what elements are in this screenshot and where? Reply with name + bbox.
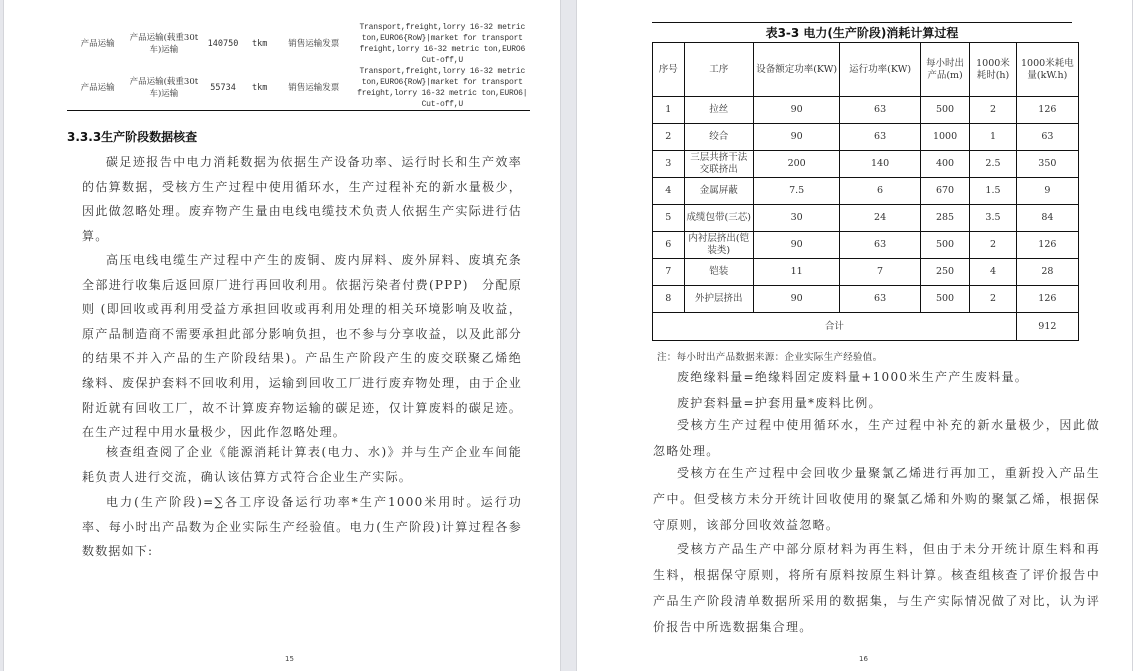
table-row — [653, 97, 1079, 124]
document-page-15 — [3, 0, 561, 671]
document-page-16 — [576, 0, 1133, 671]
cell-running-power: 24 — [840, 205, 921, 232]
table-top-rule — [652, 22, 1072, 23]
paragraph-electricity-estimate: 碳足迹报告中电力消耗数据为依据生产设备功率、运行时长和生产效率的估算数据，受核方生产过程中使用循环水，生产过程补充的新水量极少，因此做忽略处理。废弃物产生量由电线电缆技术负责人依据生产实际进行估算。 — [82, 155, 522, 243]
amount-cell: 55734 — [200, 66, 247, 111]
cell-no: 7 — [653, 259, 685, 286]
cell-rated-power: 90 — [754, 97, 840, 124]
cell-hourly-output: 500 — [920, 232, 969, 259]
cell-running-power: 63 — [840, 124, 921, 151]
cell-time: 1.5 — [970, 178, 1016, 205]
power-consumption-table — [652, 42, 1079, 341]
cell-rated-power: 200 — [754, 151, 840, 178]
cell-rated-power: 7.5 — [754, 178, 840, 205]
table-row — [653, 151, 1079, 178]
cell-kwh: 84 — [1016, 205, 1078, 232]
cell-time: 2 — [970, 97, 1016, 124]
table-row — [653, 232, 1079, 259]
cell-rated-power: 30 — [754, 205, 840, 232]
table-note: 注：每小时出产品数据来源：企业实际生产经验值。 — [657, 352, 883, 363]
table-row — [653, 124, 1079, 151]
cell-kwh: 350 — [1016, 151, 1078, 178]
paragraph-verification: 核查组查阅了企业《能源消耗计算表(电力、水)》并与生产企业车间能耗负责人进行交流，确认该估算方式符合企业生产实际。 — [82, 445, 522, 484]
cell-no: 6 — [653, 232, 685, 259]
dataset-cell: Transport,freight,lorry 16-32 metric ton,EURO6{RoW}|market for transport freight,lorry 16-32 metric ton,EURO6| Cut-off,U — [355, 66, 530, 111]
table-row — [653, 178, 1079, 205]
header-no: 序号 — [653, 43, 685, 97]
cell-running-power: 63 — [840, 97, 921, 124]
page-number: 15 — [285, 655, 294, 663]
cell-process: 绞合 — [684, 124, 754, 151]
paragraph-sheath-waste: 废护套料量=护套用量*废料比例。 — [677, 396, 882, 410]
cell-no: 5 — [653, 205, 685, 232]
header-rated-power: 设备额定功率(KW) — [754, 43, 840, 97]
item-cell: 产品运输(载重30t车)运输 — [128, 66, 199, 111]
page-number: 16 — [859, 655, 868, 663]
stage-cell: 产品运输 — [80, 39, 115, 49]
cell-time: 4 — [970, 259, 1016, 286]
cell-kwh: 126 — [1016, 286, 1078, 313]
cell-kwh: 126 — [1016, 97, 1078, 124]
cell-kwh: 9 — [1016, 178, 1078, 205]
cell-process: 金属屏蔽 — [684, 178, 754, 205]
cell-no: 2 — [653, 124, 685, 151]
cell-rated-power: 90 — [754, 124, 840, 151]
cell-hourly-output: 285 — [920, 205, 969, 232]
cell-rated-power: 90 — [754, 286, 840, 313]
table-row — [653, 259, 1079, 286]
cell-time: 3.5 — [970, 205, 1016, 232]
cell-process: 成缆包带(三芯) — [684, 205, 754, 232]
cell-running-power: 140 — [840, 151, 921, 178]
header-time-per-1000m: 1000米耗时(h) — [970, 43, 1016, 97]
unit-cell: tkm — [252, 39, 268, 49]
item-cell: 产品运输(载重30t车)运输 — [129, 33, 199, 55]
paragraph-pvc-recycling: 受核方在生产过程中会回收少量聚氯乙烯进行再加工，重新投入产品生产中。但受核方未分开统计回收使用的聚氯乙烯和外购的聚氯乙烯，根据保守原则，该部分回收效益忽略。 — [653, 466, 1100, 532]
cell-kwh: 63 — [1016, 124, 1078, 151]
header-process: 工序 — [684, 43, 754, 97]
cell-kwh: 126 — [1016, 232, 1078, 259]
cell-process: 铠装 — [684, 259, 754, 286]
cell-rated-power: 90 — [754, 232, 840, 259]
cell-process: 内衬层挤出(铠装类) — [684, 232, 754, 259]
cell-process: 拉丝 — [684, 97, 754, 124]
cell-running-power: 63 — [840, 286, 921, 313]
section-heading: 3.3.3生产阶段数据核查 — [67, 130, 198, 144]
total-label: 合计 — [653, 313, 1017, 341]
header-kwh-per-1000m: 1000米耗电量(kW.h) — [1016, 43, 1078, 97]
paragraph-waste-recycling: 高压电线电缆生产过程中产生的废铜、废内屏料、废外屏料、废填充条全部进行收集后返回原厂进行再回收利用。依据污染者付费(PPP) 分配原则 (即回收或再利用受益方承担回收或再利用处理的相关环境影响及收益，原产品制造商不需要承担此部分影响负担，也不参与分享收益，以及此部分的结果不并入产品的生产阶段结果)。产品生产阶段产生的废交联聚乙烯绝缘料、废保护套料不回收利用，运输到回收工厂进行废弃物处理，由于企业附近就有回收工厂，故不计算废弃物运输的碳足迹，仅计算废料的碳足迹。在生产过程中用水量极少，因此作忽略处理。 — [82, 253, 522, 440]
cell-running-power: 7 — [840, 259, 921, 286]
cell-time: 2 — [970, 286, 1016, 313]
cell-hourly-output: 1000 — [920, 124, 969, 151]
cell-kwh: 28 — [1016, 259, 1078, 286]
table-row — [653, 205, 1079, 232]
stage-cell: 产品运输 — [67, 66, 128, 111]
cell-time: 2.5 — [970, 151, 1016, 178]
cell-hourly-output: 670 — [920, 178, 969, 205]
cell-no: 4 — [653, 178, 685, 205]
cell-no: 3 — [653, 151, 685, 178]
unit-cell: tkm — [246, 66, 273, 111]
cell-running-power: 6 — [840, 178, 921, 205]
cell-process: 外护层挤出 — [684, 286, 754, 313]
table-caption: 表3-3 电力(生产阶段)消耗计算过程 — [765, 26, 959, 40]
cell-no: 8 — [653, 286, 685, 313]
paragraph-recycled-material: 受核方产品生产中部分原材料为再生料，但由于未分开统计原生料和再生料，根据保守原则，将所有原料按原生料计算。核查组核查了评价报告中产品生产阶段清单数据所采用的数据集，与生产实际情况做了对比，认为评价报告中所选数据集合理。 — [653, 542, 1100, 634]
total-value: 912 — [1016, 313, 1078, 341]
source-cell: 销售运输发票 — [273, 66, 355, 111]
cell-no: 1 — [653, 97, 685, 124]
paragraph-water: 受核方生产过程中使用循环水，生产过程中补充的新水量极少，因此做忽略处理。 — [653, 418, 1100, 458]
cell-hourly-output: 400 — [920, 151, 969, 178]
source-cell: 销售运输发票 — [288, 39, 340, 49]
table-row — [67, 22, 530, 66]
table-total-row — [653, 313, 1079, 341]
cell-rated-power: 11 — [754, 259, 840, 286]
cell-hourly-output: 500 — [920, 286, 969, 313]
table-header-row — [653, 43, 1079, 97]
dataset-cell: Transport,freight,lorry 16-32 metric ton,EURO6{RoW}|market for transport freight,lorry 16-32 metric ton,EURO6 Cut-off,U — [359, 23, 526, 65]
header-hourly-output: 每小时出产品(m) — [920, 43, 969, 97]
cell-time: 2 — [970, 232, 1016, 259]
table-row — [67, 66, 530, 111]
transport-data-table — [67, 22, 530, 111]
cell-process: 三层共挤干法交联挤出 — [684, 151, 754, 178]
cell-running-power: 63 — [840, 232, 921, 259]
paragraph-insulation-waste: 废绝缘料量=绝缘料固定废料量+1000米生产产生废料量。 — [677, 370, 1029, 384]
table-row — [653, 286, 1079, 313]
paragraph-formula: 电力(生产阶段)=∑各工序设备运行功率*生产1000米用时。运行功率、每小时出产品数为企业实际生产经验值。电力(生产阶段)计算过程各参数数据如下: — [82, 495, 522, 559]
amount-cell: 140750 — [207, 39, 239, 49]
cell-hourly-output: 500 — [920, 97, 969, 124]
header-running-power: 运行功率(KW) — [840, 43, 921, 97]
cell-time: 1 — [970, 124, 1016, 151]
cell-hourly-output: 250 — [920, 259, 969, 286]
